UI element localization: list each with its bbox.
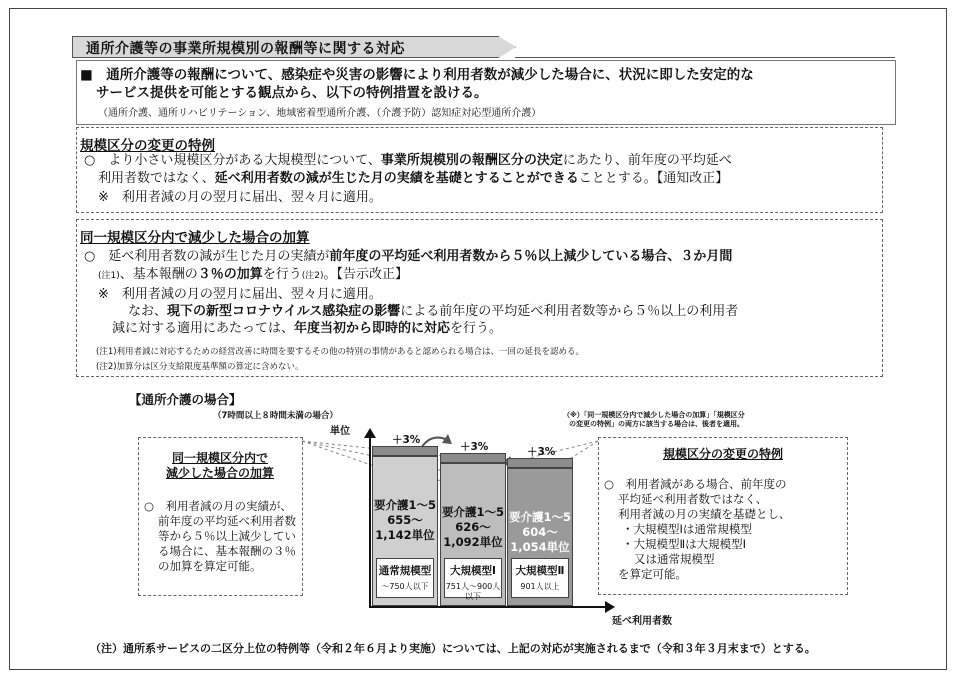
- section2-line5: 減に対する適用にあたっては、年度当初から即時的に対応を行う。: [112, 321, 503, 336]
- y-axis-arrow: [364, 428, 376, 438]
- page-title: 通所介護等の事業所規模別の報酬等に関する対応: [86, 41, 405, 57]
- chart-heading: 【通所介護の場合】: [129, 392, 242, 407]
- section2-note2: (注2)加算分は区分支給限度基準額の算定に含めない。: [96, 362, 304, 372]
- section2-line1: ○ 延べ利用者数の減が生じた月の実績が前年度の平均延べ利用者数から５％以上減少している場合、３か月間: [84, 249, 733, 264]
- bar-category-label: 通常規模型: [378, 565, 432, 577]
- left-box-title: 同一規模区分内で 減少した場合の加算: [165, 451, 274, 480]
- section2-line4: なお、現下の新型コロナウイルス感染症の影響による前年度の平均延べ利用者数等から５％以上の利用者: [128, 304, 739, 319]
- bar-range-label: 751人～900人以下: [445, 582, 501, 601]
- right-box-line: ○ 利用者減がある場合、前年度の: [604, 477, 787, 491]
- bar-category-box: [444, 558, 502, 601]
- right-box-line: ・大規模型Ⅱは大規模型Ⅰ: [622, 537, 747, 551]
- x-axis: [369, 606, 607, 608]
- bar-bonus-cap: [507, 458, 573, 468]
- section2-note1: (注1)利用者減に対応するための経営改善に時間を要するその他の特別の事情があると認められる場合は、一回の延長を認める。: [96, 347, 585, 357]
- intro-line-2: サービス提供を可能とする観点から、以下の特例措置を設ける。: [96, 85, 488, 101]
- x-axis-label: 延べ利用者数: [612, 616, 672, 627]
- bar-value-label: 要介護1～5 604～ 1,054単位: [508, 510, 571, 554]
- section2-line3: ※ 利用者減の月の翌月に届出、翌々月に適用。: [98, 287, 382, 302]
- bar-category-label: 大規模型Ⅰ: [450, 565, 496, 577]
- left-box-line: 等から５％以上減少してい: [158, 529, 296, 543]
- section1-line2: 利用者数ではなく、延べ利用者数の減が生じた月の実績を基礎とすることができることとする。【通知改正】: [98, 171, 729, 186]
- bar-bonus-label: ＋3%: [527, 446, 556, 458]
- y-axis: [369, 436, 371, 608]
- bar-bonus-label: ＋3%: [460, 441, 489, 453]
- bar-value-label: 要介護1～5 655～ 1,142単位: [373, 498, 436, 542]
- y-axis-label: 単位: [330, 426, 350, 437]
- left-box-body: [144, 499, 296, 574]
- chart-note-line2: の変更の特例」の両方に該当する場合は、後者を適用。: [569, 420, 744, 428]
- right-box-body: [604, 477, 791, 582]
- left-box-line: 前年度の平均延べ利用者数: [158, 514, 296, 528]
- page-footnote: （注）通所系サービスの二区分上位の特例等（令和２年６月より実施）については、上記の対応が実施されるまで（令和３年３月末まで）とする。: [90, 642, 816, 655]
- right-box-line: 利用者減の月の実績を基礎とし、: [618, 507, 791, 521]
- bar-bonus-cap: [372, 446, 438, 456]
- bar-category-box: [376, 558, 434, 598]
- left-box-line: ○ 利用者減の月の実績が、: [144, 499, 293, 513]
- intro-services: （通所介護、通所リハビリテーション、地域密着型通所介護、（介護予防）認知症対応型通所介護）: [98, 108, 542, 119]
- bar-value-label: 要介護1～5 626～ 1,092単位: [441, 505, 504, 549]
- intro-line-1: ■ 通所介護等の報酬について、感染症や災害の影響により利用者数が減少した場合に、状況に即した安定的な: [80, 67, 754, 83]
- right-box-line: ・大規模型Ⅰは通常規模型: [622, 522, 752, 536]
- section1-line1: ○ より小さい規模区分がある大規模型について、事業所規模別の報酬区分の決定にあたり、前年度の平均延べ: [84, 153, 732, 168]
- chart-note-line1: （※）「同一規模区分内で減少した場合の加算」「規模区分: [563, 411, 745, 419]
- bar-bonus-cap: [440, 453, 506, 463]
- chart-subheading: （7時間以上８時間未満の場合）: [213, 411, 338, 421]
- left-box-line: の加算を算定可能。: [158, 559, 262, 573]
- right-box-title: 規模区分の変更の特例: [662, 447, 783, 461]
- section1-heading: 規模区分の変更の特例: [80, 138, 215, 154]
- left-box-line: る場合に、基本報酬の３％: [158, 544, 296, 558]
- section2-line2: (注1)、基本報酬の３％の加算を行う(注2)。【告示改正】: [98, 267, 409, 282]
- right-box-line: 又は通常規模型: [634, 552, 715, 566]
- section1-line3: ※ 利用者減の月の翌月に届出、翌々月に適用。: [98, 190, 382, 205]
- bar-bonus-label: ＋3%: [392, 434, 421, 446]
- right-box-line: を算定可能。: [618, 567, 687, 581]
- bar-range-label: 901人以上: [520, 582, 560, 591]
- bar-category-label: 大規模型Ⅱ: [515, 565, 565, 577]
- bar-range-label: ～750人以下: [381, 582, 429, 591]
- right-box-line: 平均延べ利用者数ではなく、: [618, 492, 768, 506]
- bar-category-box: [511, 558, 569, 598]
- section2-heading: 同一規模区分内で減少した場合の加算: [80, 230, 310, 246]
